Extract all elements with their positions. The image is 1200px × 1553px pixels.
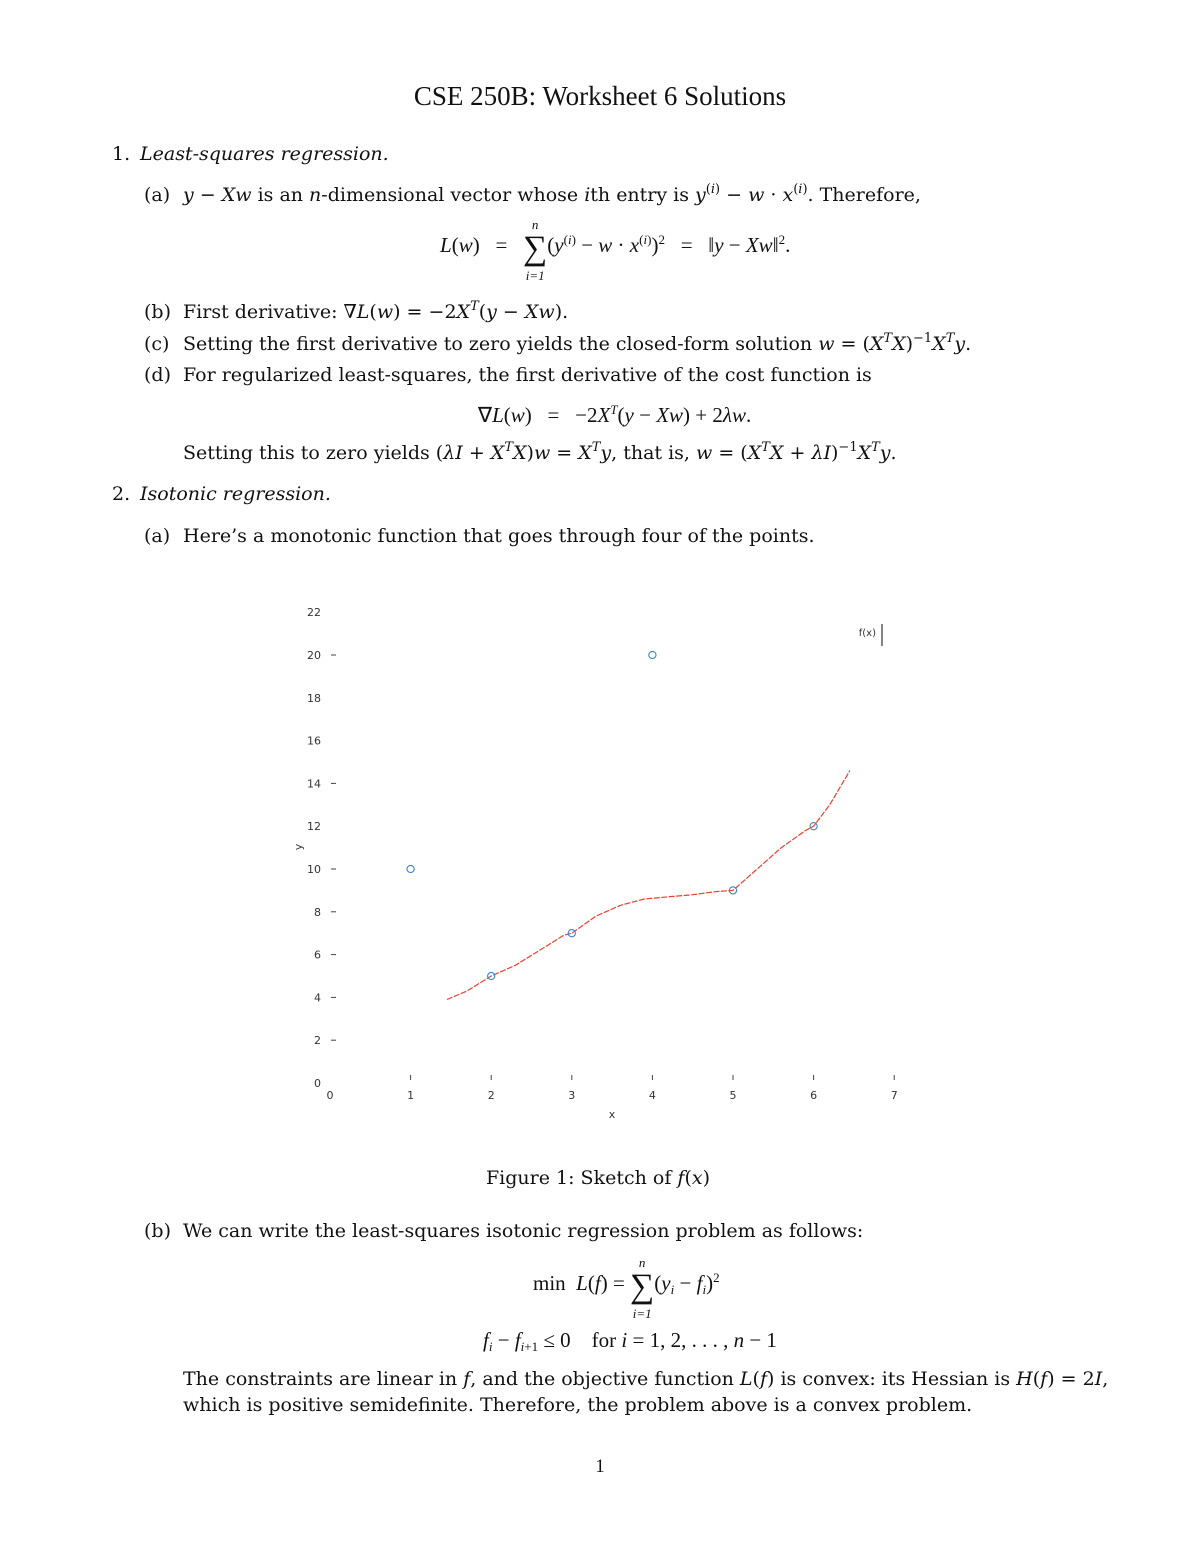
q1d-text: For regularized least-squares, the first derivative of the cost function is — [183, 364, 872, 386]
page-number: 1 — [595, 1456, 605, 1477]
y-axis-label: y — [292, 843, 305, 851]
figure-caption: Figure 1: Sketch of f(x) — [486, 1167, 711, 1189]
y-tick-label: 2 — [314, 1034, 321, 1048]
x-tick-label: 1 — [407, 1089, 415, 1102]
q2b-label: (b) — [144, 1220, 171, 1242]
q1b-text: First derivative: $\nabla L(w) = -2X^T(y - Xw)$. — [183, 299, 569, 323]
legend-label: f(x) — [858, 628, 876, 639]
x-tick-label: 4 — [648, 1089, 656, 1102]
y-tick-label: 16 — [307, 734, 321, 748]
q2b-text2: The constraints are linear in f, and the objective function L(f) is convex: its Hessian is H(f) = 2I, — [183, 1368, 1109, 1390]
q2b-equation-objective: min L(f) = ∑ n i=1 $(y_i - f_i)^2$ — [533, 1255, 720, 1321]
q1-heading: Least-squares regression. — [140, 143, 389, 165]
q2b-text: We can write the least-squares isotonic regression problem as follows: — [183, 1220, 864, 1242]
page-title: CSE 250B: Worksheet 6 Solutions — [413, 81, 787, 111]
x-tick-label: 5 — [729, 1089, 737, 1102]
x-tick-label: 2 — [487, 1089, 495, 1102]
q2-heading: Isotonic regression. — [140, 483, 331, 505]
q2a-label: (a) — [144, 525, 171, 547]
x-tick-label: 3 — [568, 1089, 576, 1102]
y-tick-label: 6 — [314, 948, 321, 962]
y-tick-label: 22 — [307, 606, 321, 620]
q1d-text2: Setting this to zero yields $(\lambda I + X^TX)w = X^Ty$, that is, $w = (X^TX + \lambda I)^{-1}X^Ty$. — [183, 440, 897, 464]
x-tick-label: 6 — [810, 1089, 818, 1102]
y-tick-label: 18 — [307, 691, 321, 705]
y-tick-label: 12 — [307, 820, 321, 834]
y-tick-label: 8 — [314, 905, 321, 919]
y-tick-label: 0 — [314, 1077, 321, 1090]
q1a-equation: L(w) = ∑ n i=1 $(y^{(i)} - w \cdot x^{(i)})^2$ = ‖y − Xw‖$^2$. — [440, 217, 791, 283]
q1c-label: (c) — [144, 333, 170, 355]
q2-number: 2. — [112, 483, 131, 505]
q1d-label: (d) — [144, 364, 171, 386]
x-axis-label: x — [608, 1108, 616, 1121]
q2b-equation-constraint: $f_i - f_{i+1} \le 0$ for i = 1, 2, . . . , n − 1 — [483, 1328, 777, 1354]
q1-number: 1. — [112, 143, 131, 165]
y-tick-label: 4 — [314, 991, 321, 1005]
q1a-text: y − Xw is an n-dimensional vector whose ith entry is $y^{(i)} - w \cdot x^{(i)}$. Therefore, — [183, 182, 921, 206]
q2b-text3: which is positive semidefinite. Therefore, the problem above is a convex problem. — [183, 1394, 973, 1416]
x-tick-label: 7 — [890, 1089, 898, 1102]
data-point — [649, 651, 656, 658]
y-tick-label: 14 — [307, 777, 321, 791]
y-tick-label: 10 — [307, 863, 321, 876]
q1a-label: (a) — [144, 184, 171, 206]
q1c-text: Setting the first derivative to zero yields the closed-form solution $w = (X^TX)^{-1}X^Ty$. — [183, 331, 972, 355]
q2a-text: Here’s a monotonic function that goes through four of the points. — [183, 525, 815, 547]
x-tick-label: 0 — [326, 1089, 334, 1102]
data-point — [407, 865, 414, 872]
q1d-equation: $\nabla L(w) = -2X^T(y - Xw) + 2\lambda w$. — [478, 402, 752, 427]
data-point — [568, 930, 575, 937]
fx-curve — [447, 771, 850, 1000]
y-tick-label: 20 — [307, 649, 321, 662]
q1b-label: (b) — [144, 301, 171, 323]
